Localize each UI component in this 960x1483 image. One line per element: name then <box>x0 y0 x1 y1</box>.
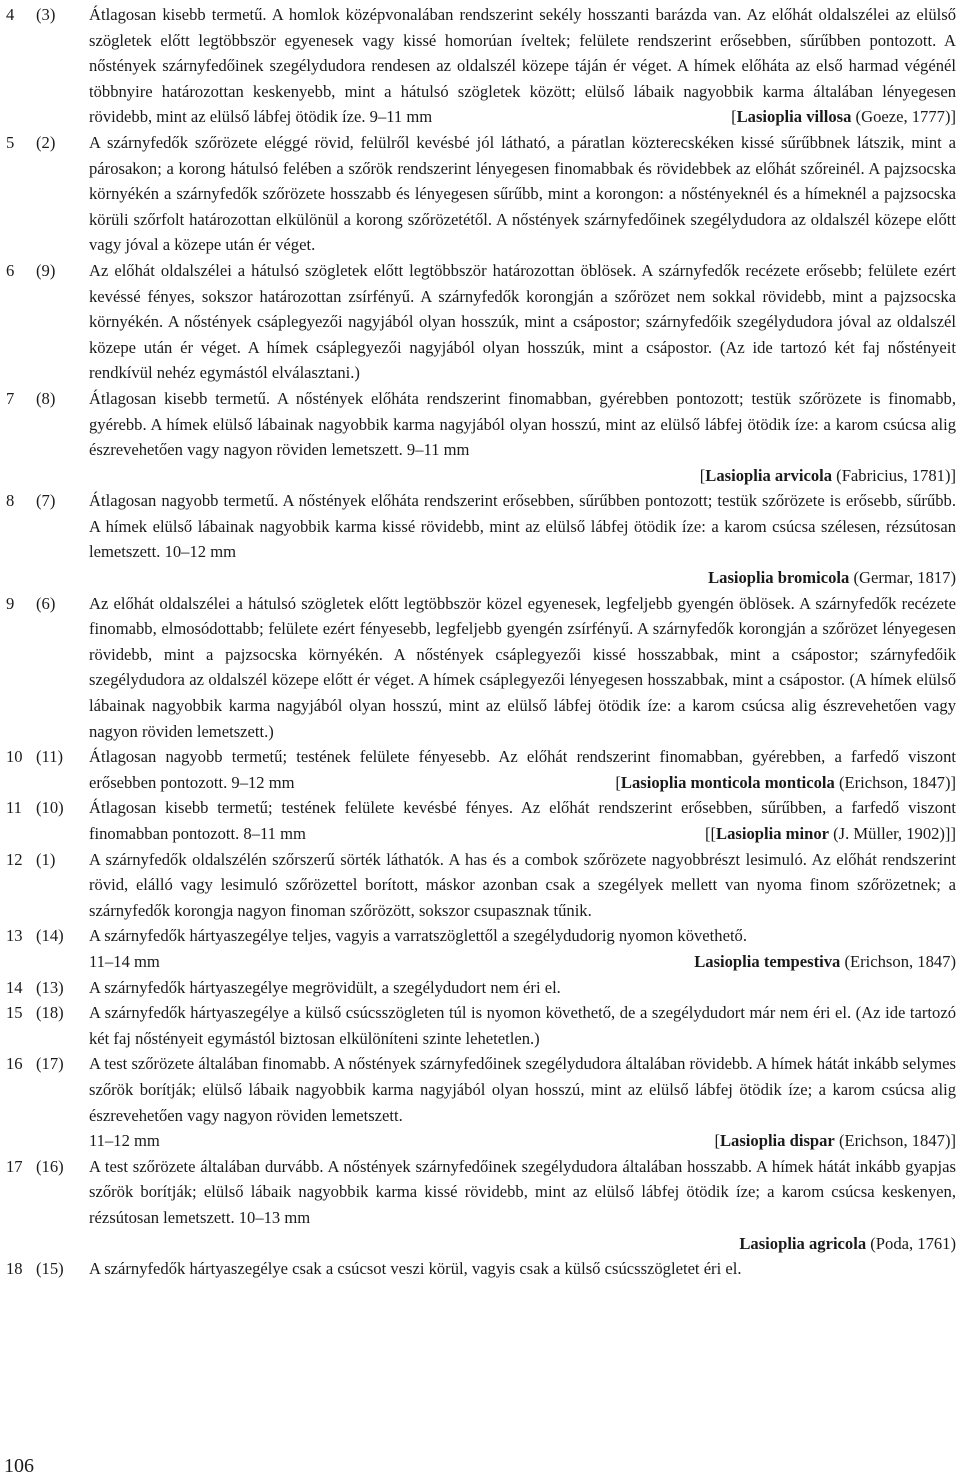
species-author: (Erichson, 1847)] <box>834 1131 956 1151</box>
couplet-text <box>89 130 956 258</box>
body-size: 8–11 mm <box>243 824 306 843</box>
species-line <box>89 565 956 591</box>
key-entry <box>6 795 956 846</box>
key-entry <box>6 591 956 745</box>
couplet-text <box>89 795 956 846</box>
couplet-reference: (3) <box>36 5 56 24</box>
couplet-number: 11 <box>6 798 22 818</box>
couplet-text <box>89 744 956 795</box>
species-binomial: Lasioplia dispar <box>719 1131 835 1151</box>
couplet-description: Az előhát oldalszélei a hátulsó szögletek előtt legtöbbször határozottan öblösek. A szárnyfedők recézete erősebb; felülete ezért kevéssé fényes, sokszor határozottan zsírfényű. A szárnyfedők korongján a szőrözet nem sokkal rövidebb, mint a pajzsocska környékén. A nőstények csáplegyezői nagyjából olyan hosszúk, mint a csápostor; szárnyfedőik szegélydudora jóval az oldalszél közepe után ér véget. A hímek csáplegyezői nagyjából olyan hosszúk, mint a csápostor. (Az ide tartozó két faj nőstényeit rendkívül nehéz egymástól elválasztani.) <box>89 260 956 383</box>
couplet-number: 12 <box>6 849 23 869</box>
species-bracket: [ <box>615 772 621 792</box>
species-bracket: [ <box>699 465 706 485</box>
key-entry <box>6 130 956 258</box>
couplet-reference: (7) <box>36 491 56 511</box>
key-entry <box>6 744 956 795</box>
species-bracket: [ <box>731 107 737 127</box>
key-entry <box>6 847 956 924</box>
key-entry <box>6 488 956 590</box>
couplet-text <box>89 923 956 974</box>
couplet-reference: (2) <box>36 132 56 152</box>
couplet-description: A szárnyfedők hártyaszegélye megrövidült, a szegélydudort nem éri el. <box>89 977 561 997</box>
species-binomial: Lasioplia tempestiva <box>694 951 841 971</box>
couplet-description: A test szőrözete általában durvább. A nőstények szárnyfedőinek szegélydudora általában hosszabb. A hímek hátát inkább gyapjas szőrök borítják; elülső lábaik nagyobbik karma kissé rövidebb, mint az elülső lábfej ötödik íze; a karom csúcsa keskenyen, rézsútosan lemetszett. 10–13 mm <box>89 1156 956 1227</box>
couplet-number: 6 <box>6 260 15 280</box>
couplet-description: Átlagosan nagyobb termetű; testének felülete fényesebb. Az előhát rendszerint finomabban, gyérebben, a farfedő viszont erősebben pontozott. <box>89 747 956 792</box>
couplet-number: 4 <box>6 5 15 24</box>
species-line <box>89 1128 956 1154</box>
species-author: (J. Müller, 1902)]] <box>829 824 956 843</box>
key-entry <box>6 1000 956 1051</box>
species-binomial: Lasioplia arvicola <box>705 465 833 485</box>
species-name <box>739 1231 956 1257</box>
couplet-reference: (13) <box>36 977 64 997</box>
couplet-text <box>89 488 956 590</box>
couplet-text <box>89 258 956 386</box>
page-number: 106 <box>4 1455 34 1477</box>
body-size: 11–12 mm <box>89 1131 160 1151</box>
couplet-text <box>89 386 956 488</box>
key-entry <box>6 923 956 974</box>
couplet-description: A szárnyfedők hártyaszegélye teljes, vagyis a varratszöglettől a szegélydudorig nyomon követhető. <box>89 926 748 946</box>
couplet-description: A szárnyfedők hártyaszegélye csak a csúcsot veszi körül, vagyis csak a külső csúcsszögletet éri el. <box>89 1259 742 1279</box>
couplet-text <box>89 591 956 745</box>
species-name <box>714 1128 956 1154</box>
species-author: (Erichson, 1847) <box>840 951 956 971</box>
species-bracket: [ <box>714 1131 720 1151</box>
species-name <box>615 770 956 796</box>
species-line <box>89 463 956 489</box>
species-name <box>705 821 956 847</box>
couplet-number: 17 <box>6 1156 23 1176</box>
couplet-reference: (9) <box>36 260 56 280</box>
species-author: (Fabricius, 1781)] <box>832 465 956 485</box>
key-entry <box>6 1256 956 1282</box>
species-binomial: Lasioplia bromicola <box>708 568 850 588</box>
key-entry <box>6 258 956 386</box>
couplet-number: 5 <box>6 132 15 152</box>
body-size: 11–14 mm <box>89 951 160 971</box>
couplet-text <box>89 1256 956 1282</box>
key-entry <box>6 1154 956 1256</box>
body-size: 9–12 mm <box>231 772 295 792</box>
couplet-text <box>89 847 956 924</box>
species-author: (Erichson, 1847)] <box>834 772 956 792</box>
couplet-description: Átlagosan kisebb termetű. A homlok középvonalában rendszerint sekély hosszanti barázda van. Az előhát oldalszélei az elülső szögletek előtt legtöbbször egyenesek vagy kissé homorúan íveltek; felülete rendszerint erősebben, sűrűbben pontozott. A nőstények szárnyfedőinek szegélydudora rendesen az oldalszél közepe táján ér véget. A hímek előháta az első harmad végénél többnyire határozottan keskenyebb, mint a hátulsó szögletek között; elülső lábaik nagyobbik karma általában lényegesen rövidebb, mint az elülső lábfej ötödik íze. <box>89 5 956 127</box>
couplet-number: 14 <box>6 977 23 997</box>
couplet-reference: (10) <box>36 798 64 818</box>
couplet-description: Az előhát oldalszélei a hátulsó szögletek előtt legtöbbször közel egyenesek, legfeljebb gyengén öblösek. A szárnyfedők recézete finomabb, elmosódottabb; felülete ezért fényesebb, legfeljebb gyengén zsírfényű. A szárnyfedők korongján a szőrözet lényegesen rövidebb, mint a pajzsocska környékén. A nőstények csáplegyezői kissé hosszabbak, mint a csápostor; szárnyfedőik szegélydudora az oldalszél közepe előtt ér véget. A hímek csáplegyezői lényegesen hosszabbak, mint a csápostor. (A hímek elülső lábainak nagyobbik karma nagyjából olyan hosszú, mint az elülső lábfej ötödik íze: a karom csúcsa alig észrevehetően vagy nagyon röviden lemetszett.) <box>89 593 956 741</box>
couplet-number: 18 <box>6 1259 23 1279</box>
key-entry <box>6 386 956 488</box>
couplet-number: 16 <box>6 1054 23 1074</box>
species-binomial: Lasioplia monticola monticola <box>620 772 835 792</box>
species-author: (Poda, 1761) <box>866 1233 956 1253</box>
couplet-description: Átlagosan kisebb termetű. A nőstények előháta rendszerint finomabban, gyérebben pontozott; testük szőrözete is finomabb, gyérebb. A hímek elülső lábainak nagyobbik karma nagyjából olyan hosszú, mint az elülső lábfej ötödik íze: a karom csúcsa alig észrevehetően vagy nagyon röviden lemetszett. 9–11 mm <box>89 388 956 460</box>
couplet-text <box>89 975 956 1001</box>
couplet-text <box>89 2 956 130</box>
couplet-reference: (1) <box>36 849 56 869</box>
couplet-reference: (8) <box>36 388 56 408</box>
couplet-number: 13 <box>6 926 23 946</box>
couplet-reference: (15) <box>36 1259 64 1279</box>
couplet-number: 10 <box>6 747 23 767</box>
couplet-reference: (16) <box>36 1156 64 1176</box>
key-entry <box>6 2 956 130</box>
species-bracket: [[ <box>704 824 717 843</box>
couplet-text <box>89 1000 956 1051</box>
key-entry <box>6 975 956 1001</box>
species-binomial: Lasioplia minor <box>716 824 829 843</box>
couplet-number: 9 <box>6 593 15 613</box>
couplet-text <box>89 1051 956 1153</box>
couplet-reference: (14) <box>36 926 64 946</box>
couplet-description: A szárnyfedők oldalszélén szőrszerű sörték láthatók. A has és a combok szőrözete nagyobbrészt lesimuló. Az előhát rendszerint rövid, elálló vagy lesimuló szőrözettel borított, máskor azonban csak a szegélyek mellett van nyoma finom szőrözetnek; a szárnyfedők korongja nagyon finoman szőrözött, sokszor csupasznak tűnik. <box>89 849 956 920</box>
species-name <box>708 565 956 591</box>
body-size: 9–11 mm <box>369 107 433 127</box>
species-author: (Germar, 1817) <box>849 568 956 588</box>
couplet-number: 7 <box>6 388 15 408</box>
species-line <box>89 1231 956 1257</box>
couplet-description: Átlagosan kisebb termetű; testének felülete kevésbé fényes. Az előhát rendszerint erősebben, sűrűbben, a farfedő viszont finomabban pontozott. <box>89 798 956 843</box>
couplet-number: 8 <box>6 491 15 511</box>
species-binomial: Lasioplia villosa <box>736 107 852 127</box>
key-text <box>6 2 956 1282</box>
key-entry <box>6 1051 956 1153</box>
couplet-number: 15 <box>6 1003 23 1023</box>
couplet-reference: (11) <box>36 747 64 767</box>
species-name <box>700 463 956 489</box>
species-line <box>89 949 956 975</box>
species-author: (Goeze, 1777)] <box>851 107 956 127</box>
couplet-reference: (6) <box>36 593 56 613</box>
couplet-reference: (18) <box>36 1003 64 1023</box>
couplet-text <box>89 1154 956 1256</box>
couplet-description: A test szőrözete általában finomabb. A nőstények szárnyfedőinek szegélydudora általában rövidebb. A hímek hátát inkább selymes szőrök borítják; elülső lábaik nagyobbik karma nagyjából olyan hosszú, mint az elülső lábfej ötödik íze; a karom csúcsa alig észrevehetően vagy nagyon röviden lemetszett. <box>89 1054 956 1125</box>
couplet-description: A szárnyfedők szőrözete eléggé rövid, felülről kevésbé jól látható, a páratlan közterecskéken kissé sűrűbbnek látszik, mint a párosakon; a korong hátulsó felében a szőrök rendszerint lényegesen finomabbak és rövidebbek az előhát szőreinél. A pajzsocska környékén a szárnyfedők szőrözete hosszabb és lényegesen sűrűbb, mint a korongon: a nőstényeknél és a hímeknél a pajzsocska körüli szőrfolt határozottan elkülönül a korong szőrözetétől. A nőstények szárnyfedőinek szegélydudora az oldalszél közepe előtt vagy jóval a közepe után ér véget. <box>89 132 956 255</box>
couplet-description: A szárnyfedők hártyaszegélye a külső csúcsszögleten túl is nyomon követhető, de a szegélydudort már nem éri el. (Az ide tartozó két faj nőstényeit egymástól biztosan elkülöníteni szinte lehetetlen.) <box>89 1003 956 1048</box>
couplet-description: Átlagosan nagyobb termetű. A nőstények előháta rendszerint erősebben, sűrűbben pontozott; testük szőrözete is erősebb, sűrűbb. A hímek elülső lábainak nagyobbik karma kissé rövidebb, mint az elülső lábfej ötödik íze: a karom csúcsa szélesen, rézsútosan lemetszett. 10–12 mm <box>89 491 956 562</box>
species-name <box>731 104 956 130</box>
species-binomial: Lasioplia agricola <box>739 1233 867 1253</box>
species-name <box>694 949 956 975</box>
couplet-reference: (17) <box>36 1054 64 1074</box>
